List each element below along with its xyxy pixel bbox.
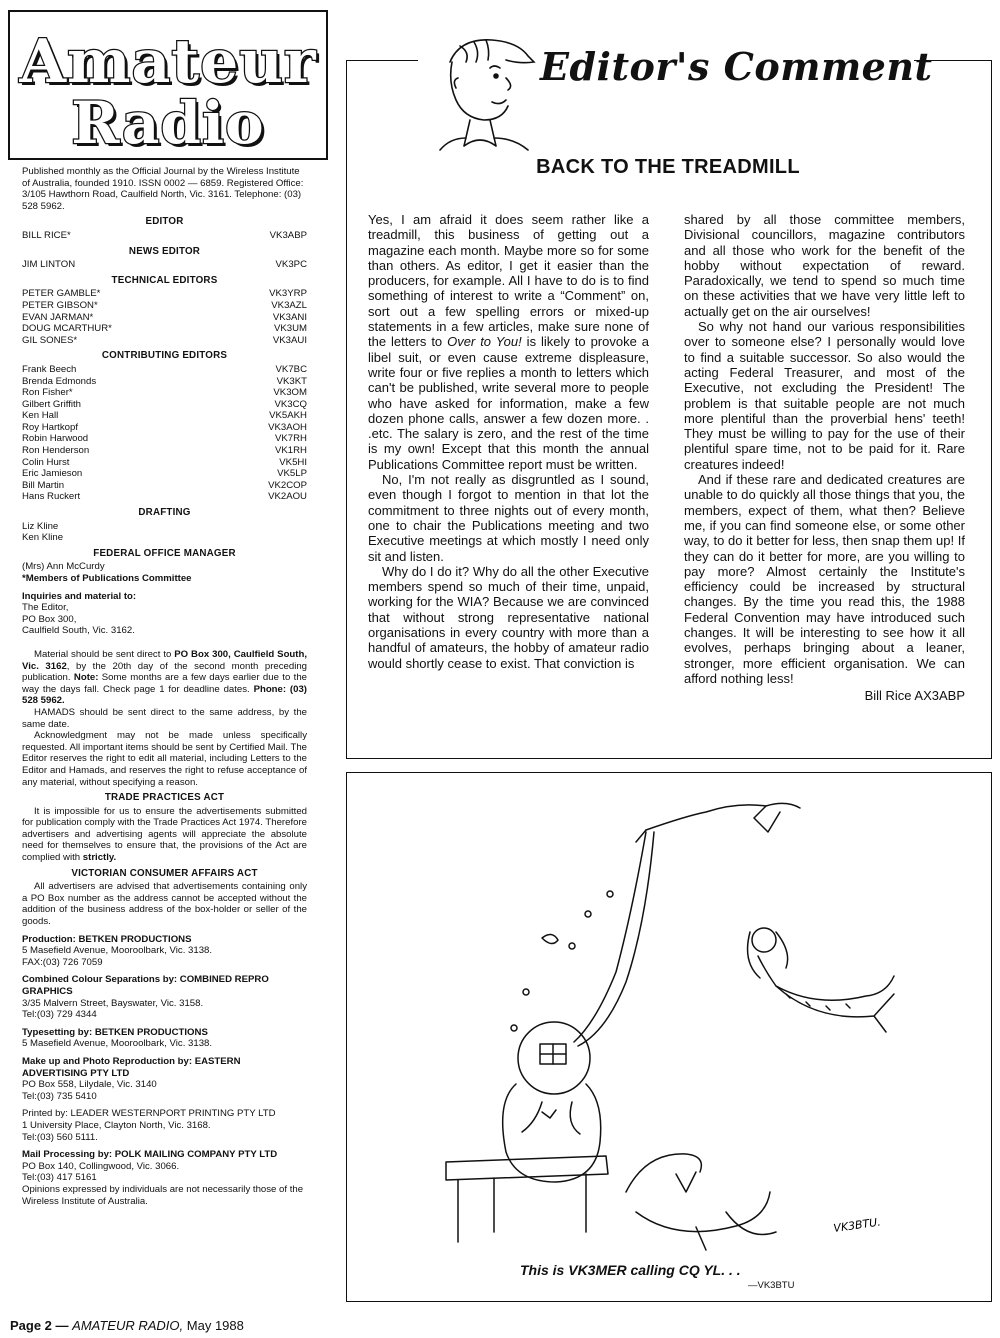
staff-name: PETER GIBSON* xyxy=(22,299,98,311)
credit-production: Production: BETKEN PRODUCTIONS 5 Masefield Avenue, Mooroolbark, Vic. 3138. FAX:(03) 726 7059 xyxy=(22,933,213,968)
committee-footnote: *Members of Publications Committee xyxy=(22,573,192,584)
staff-callsign: VK3CQ xyxy=(274,398,307,410)
article-paragraph: So why not hand our various responsibilities over to someone else? I personally would love to find a suitable successor. So also would the acting Federal Treasurer, and most of the Executive, not excluding the President! The problem is that suitable people are not much more plentiful than the proverbial hens' teeth! They must be willing to pay for the use of their plentiful spare time, not to be paid for it. Rare creatures indeed! xyxy=(684,319,965,472)
staff-row xyxy=(22,335,307,347)
cartoon-caption: This is VK3MER calling CQ YL. . . xyxy=(520,1262,741,1278)
staff-row xyxy=(22,323,307,335)
staff-callsign: VK3AUI xyxy=(272,334,307,346)
trade-practices-text: It is impossible for us to ensure the advertisements submitted for publication comply with the Trade Practices Act 1974. Therefore advertisers and advertising agents will appreciate the absolute need for themselves to ensure that, the provisions of the Act are complied with strictly. xyxy=(22,805,307,864)
staff-name: Ken Kline xyxy=(22,532,64,544)
staff-callsign: VK7RH xyxy=(275,433,307,445)
staff-callsign: VK3UM xyxy=(273,323,307,335)
credit-make-up: Make up and Photo Reproduction by: EASTERN ADVERTISING PTY LTD PO Box 558, Lilydale, Vic. 3140 Tel:(03) 735 5410 xyxy=(22,1055,241,1102)
staff-name: Ron Fisher* xyxy=(22,387,73,399)
material-notice: Material should be sent direct to PO Box 300, Caulfield South, Vic. 3162, by the 20th day of the second month preceding publication. Note: Some months are a few days earlier due to the way the days fall. Check page 1 for deadline dates. Phone: (03) 528 5962. xyxy=(22,648,308,707)
staff-callsign: VK3OM xyxy=(273,387,307,399)
staff-row xyxy=(22,433,307,445)
staff-row xyxy=(22,410,307,422)
staff-name: Eric Jamieson xyxy=(22,468,83,480)
staff-callsign: VK3PC xyxy=(275,259,307,271)
section-heading-trade-practices: TRADE PRACTICES ACT xyxy=(104,792,225,804)
opinions-disclaimer: Opinions expressed by individuals are not necessarily those of the Wireless Institute of Australia. xyxy=(22,1183,304,1207)
article-paragraph: No, I'm not really as disgruntled as I sound, even though I forgot to mention in that lot the commitment to three nights out of every month, one to chair the Publications meeting and two Executive meetings at which mostly I need only sit and listen. xyxy=(368,472,649,564)
inquiries-line: Caulfield South, Vic. 3162. xyxy=(22,625,135,637)
victorian-act-text: All advertisers are advised that advertisements containing only a PO Box number as the address cannot be accepted without the addition of the business address of the box-holder or seller of the goods. xyxy=(22,881,307,928)
credit-typesetting: Typesetting by: BETKEN PRODUCTIONS 5 Masefield Avenue, Mooroolbark, Vic. 3138. xyxy=(22,1026,213,1050)
masthead-line-2: Radio xyxy=(71,89,265,157)
section-heading-editor: EDITOR xyxy=(145,216,184,228)
credit-colour-separations: Combined Colour Separations by: COMBINED REPRO GRAPHICS 3/35 Malvern Street, Bayswater, Vic. 3158. Tel:(03) 729 4344 xyxy=(22,974,269,1021)
section-heading-drafting: DRAFTING xyxy=(138,507,191,519)
box-top-rule-left xyxy=(346,60,418,61)
staff-callsign: VK7BC xyxy=(275,363,307,375)
staff-row xyxy=(22,445,307,457)
staff-name: Ken Hall xyxy=(22,410,59,422)
page-footer xyxy=(10,1318,244,1333)
article-column-left xyxy=(368,212,649,671)
staff-row xyxy=(22,399,307,411)
staff-name: Brenda Edmonds xyxy=(22,375,97,387)
staff-row xyxy=(22,468,307,480)
masthead-line-1: Amateur xyxy=(19,27,317,97)
section-heading-technical-editors: TECHNICAL EDITORS xyxy=(111,274,218,286)
staff-name: EVAN JARMAN* xyxy=(22,311,94,323)
staff-row xyxy=(22,312,307,324)
staff-row xyxy=(22,300,307,312)
article-column-right xyxy=(684,212,965,704)
staff-row xyxy=(22,364,307,376)
staff-row xyxy=(22,422,307,434)
section-heading-federal-office-manager: FEDERAL OFFICE MANAGER xyxy=(93,547,236,559)
section-heading-victorian-act: VICTORIAN CONSUMER AFFAIRS ACT xyxy=(71,867,258,879)
staff-row xyxy=(22,480,307,492)
staff-name: Colin Hurst xyxy=(22,456,70,468)
masthead-logo xyxy=(8,10,328,160)
staff-name: DOUG MCARTHUR* xyxy=(22,323,112,335)
staff-name: Robin Harwood xyxy=(22,433,89,445)
credit-mail-processing: Mail Processing by: POLK MAILING COMPANY PTY LTD PO Box 140, Collingwood, Vic. 3066. Tel:(03) 417 5161 xyxy=(22,1149,278,1184)
article-paragraph: shared by all those committee members, Divisional councillors, magazine contributors and all those who work for the benefit of the hobby without expectation of reward. Paradoxically, we tend to spend so much time on these activities that we have very little left to actually get on the air ourselves! xyxy=(684,212,965,319)
editor-portrait-icon xyxy=(430,22,538,152)
staff-name: Liz Kline xyxy=(22,520,59,532)
staff-name: GIL SONES* xyxy=(22,334,78,346)
staff-callsign: VK3AZL xyxy=(271,299,307,311)
diver-cartoon-illustration xyxy=(346,772,990,1252)
page-number: Page 2 — xyxy=(10,1318,69,1333)
staff-name: JIM LINTON xyxy=(22,259,76,271)
staff-name: Ron Henderson xyxy=(22,445,90,457)
staff-row xyxy=(22,288,307,300)
inquiries-line: PO Box 300, xyxy=(22,613,77,625)
staff-row xyxy=(22,457,307,469)
staff-name: Gilbert Griffith xyxy=(22,398,82,410)
staff-callsign: VK5LP xyxy=(277,468,307,480)
acknowledgment-notice: Acknowledgment may not be made unless specifically requested. All important items should be sent by Certified Mail. The Editor reserves the right to edit all material, including Letters to the Editor and Hamads, and reserves the right to refuse acceptance of any material, without specifying a reason. xyxy=(22,730,307,788)
staff-name: Bill Martin xyxy=(22,479,65,491)
section-heading-contributing-editors: CONTRIBUTING EDITORS xyxy=(101,350,228,362)
staff-row xyxy=(22,387,307,399)
staff-callsign: VK2COP xyxy=(268,479,307,491)
hamads-notice: HAMADS should be sent direct to the same address, by the same date. xyxy=(22,706,307,730)
staff-name: BILL RICE* xyxy=(22,229,71,241)
issue-date: May 1988 xyxy=(186,1318,244,1333)
staff-callsign: VK3AOH xyxy=(268,421,307,433)
article-paragraph: Yes, I am afraid it does seem rather like a treadmill, this business of getting out a magazine each month. Maybe more so for some than others. As editor, I get it easier than the producers, for example. All I have to do is to find something of interest to write a “Comment” on, sort out a few spelling errors or mixed-up statements in a few articles, make sure none of the letters to Over to You! is likely to provoke a libel suit, or even cause extreme displeasure, write four or five replies a month to letters which can't be published, write several more to people who have asked for information, make a few dozen phone calls, answer a few dozen more. . .etc. The salary is zero, and the rest of the time is my own! Except that this month the annual Publications Committee report must be written. xyxy=(368,212,649,472)
cartoon-credit: —VK3BTU xyxy=(748,1280,795,1291)
staff-callsign: VK3ABP xyxy=(269,229,307,241)
staff-name: PETER GAMBLE* xyxy=(22,288,101,300)
publication-info: Published monthly as the Official Journal by the Wireless Institute of Australia, founded 1910. ISSN 0002 — 6859. Registered Office: 3/105 Hawthorn Road, Caulfield North, Vic. 3161. Telephone: (03) 528 5962. xyxy=(22,166,304,212)
staff-callsign: VK5HI xyxy=(279,456,307,468)
staff-callsign: VK3ANI xyxy=(272,311,307,323)
inquiries-line: The Editor, xyxy=(22,602,69,614)
staff-name: Frank Beech xyxy=(22,363,77,375)
inquiries-heading: Inquiries and material to: xyxy=(22,590,137,602)
cartoon-artist-signature: VK3BTU. xyxy=(832,1215,882,1235)
article-paragraph: Why do I do it? Why do all the other Executive members spend so much of their time, unpaid, working for the WIA? Because we are convinced that without strong representative national organisations in every country with more than a handful of amateurs, the hobby of amateur radio would shortly cease to exist. That conviction is xyxy=(368,563,649,671)
editors-comment-title: Editor's Comment xyxy=(540,44,933,89)
staff-row xyxy=(22,259,307,271)
article-paragraph: And if these rare and dedicated creatures are unable to do quickly all those things that you, the members, expect of them, what then? Believe me, if you can find someone else, or some other way, to do it better for less, then snap them up! If they can do it better for more, are you willing to pay more? Almost certainly the Institute's efficiency could be increased by structural changes. By the time you read this, the 1988 Federal Convention may have introduced such changes. It will be interesting to see how it all evolves, perhaps bringing about a leaner, stronger, more efficient organisation. We can afford nothing less! xyxy=(684,472,965,686)
staff-callsign: VK1RH xyxy=(275,445,307,457)
staff-row xyxy=(22,230,307,242)
staff-name: Roy Hartkopf xyxy=(22,421,78,433)
staff-column xyxy=(22,166,307,1207)
inquiries-block xyxy=(22,591,307,637)
staff-name: Hans Ruckert xyxy=(22,491,81,503)
staff-callsign: VK3KT xyxy=(276,375,307,387)
credit-printing: Printed by: LEADER WESTERNPORT PRINTING PTY LTD 1 University Place, Clayton North, Vic. 3168. Tel:(03) 560 5111. xyxy=(22,1108,276,1143)
magazine-title: AMATEUR RADIO, xyxy=(72,1318,184,1333)
section-heading-news-editor: NEWS EDITOR xyxy=(128,245,201,257)
staff-row xyxy=(22,491,307,503)
article-headline: BACK TO THE TREADMILL xyxy=(536,156,800,178)
staff-callsign: VK2AOU xyxy=(268,491,307,503)
staff-row xyxy=(22,376,307,388)
staff-callsign: VK5AKH xyxy=(269,410,307,422)
staff-callsign: VK3YRP xyxy=(269,288,307,300)
article-signature: Bill Rice AX3ABP xyxy=(864,688,965,704)
staff-name: (Mrs) Ann McCurdy xyxy=(22,561,105,573)
